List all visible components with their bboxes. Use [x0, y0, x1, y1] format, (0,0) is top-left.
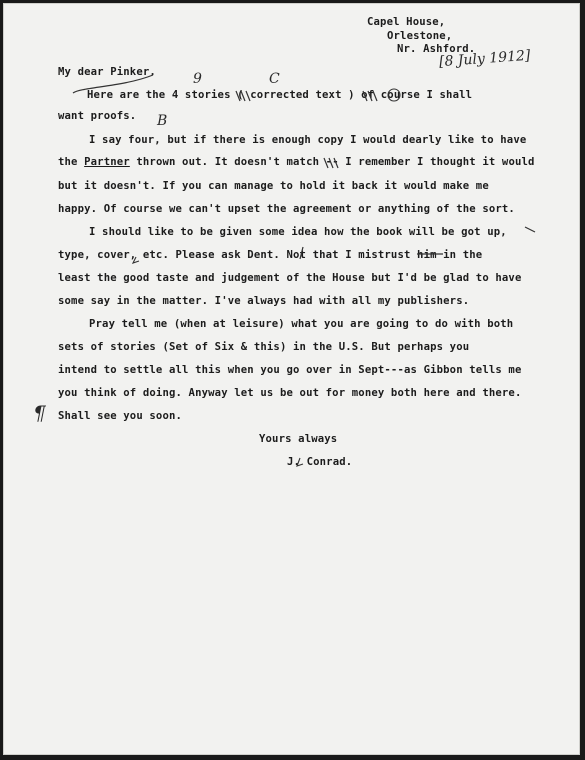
- body-line: type, cover, etc. Please ask Dent. Not that I mistrust him in the: [58, 249, 483, 261]
- body-text: thrown out. It doesn't match -- I remember I thought it would: [129, 156, 535, 168]
- closing: Yours always: [259, 433, 338, 445]
- body-line: least the good taste and judgement of the House but I'd be glad to have: [58, 272, 522, 284]
- body-line: Pray tell me (when at leisure) what you are going to do with both: [89, 318, 514, 330]
- body-line: sets of stories (Set of Six & this) in the U.S. But perhaps you: [58, 341, 470, 353]
- paragraph-mark: ¶: [33, 401, 46, 425]
- annotation-nine: 9: [193, 71, 202, 87]
- salutation: My dear Pinker.: [58, 66, 156, 78]
- body-line: you think of doing. Anyway let us be out for money both here and there.: [58, 387, 522, 399]
- body-line: intend to settle all this when you go over in Sept---as Gibbon tells me: [58, 364, 522, 376]
- handwritten-date: [8 July 1912]: [438, 47, 531, 71]
- body-line: want proofs.: [58, 110, 137, 122]
- annotation-c: C: [269, 71, 280, 87]
- body-line: I should like to be given some idea how the book will be got up,: [89, 226, 507, 238]
- story-title-partner: Partner: [84, 156, 130, 168]
- annotation-b: B: [157, 113, 168, 129]
- body-line: Shall see you soon.: [58, 410, 183, 422]
- body-line: but it doesn't. If you can manage to hold it back it would make me: [58, 180, 489, 192]
- address-line-3: Nr. Ashford.: [397, 43, 476, 55]
- pen-marks: [3, 3, 580, 755]
- address-line-1: Capel House,: [367, 16, 446, 28]
- body-line: happy. Of course we can't upset the agreement or anything of the sort.: [58, 203, 515, 215]
- body-line: some say in the matter. I've always had with all my publishers.: [58, 295, 470, 307]
- letter-page: [3, 3, 580, 755]
- body-line: I say four, but if there is enough copy I would dearly like to have: [89, 134, 527, 146]
- signature: J. Conrad.: [287, 456, 353, 468]
- body-line: Here are the 4 stories ( corrected text ) of course I shall: [87, 89, 473, 101]
- address-line-2: Orlestone,: [387, 30, 453, 42]
- body-text: the: [58, 156, 85, 168]
